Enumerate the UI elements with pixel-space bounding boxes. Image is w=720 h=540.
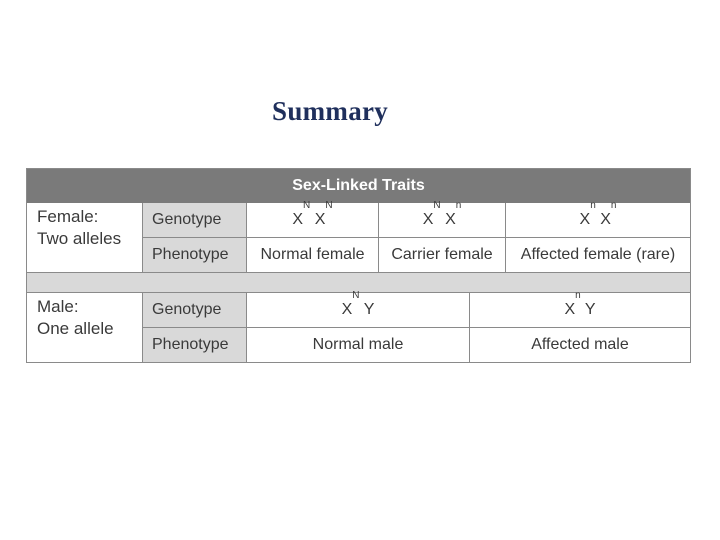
genotype-chromosome: X xyxy=(600,211,611,228)
female-genotype-cell xyxy=(505,200,690,237)
genotype-allele: N xyxy=(433,200,441,211)
genotype-chromosome: X xyxy=(292,211,304,228)
male-genotype-row xyxy=(143,290,690,327)
genotype-allele: N xyxy=(325,200,333,211)
male-phenotype-cell: Normal male xyxy=(247,328,469,362)
sex-linked-traits-table xyxy=(26,168,691,363)
genotype-allele: n xyxy=(575,290,581,301)
male-phenotype-label: Phenotype xyxy=(143,328,247,362)
female-phenotype-row xyxy=(143,237,690,272)
genotype-chromosome: Y xyxy=(363,301,375,318)
genotype-allele: n xyxy=(610,200,617,211)
female-label xyxy=(27,203,143,272)
male-label-line1: Male: xyxy=(37,297,79,316)
genotype-allele: n xyxy=(455,200,462,211)
male-phenotype-cell: Affected male xyxy=(469,328,690,362)
male-phenotype-row xyxy=(143,327,690,362)
genotype-chromosome: X xyxy=(422,211,434,228)
genotype-chromosome: Y xyxy=(584,301,596,318)
male-label xyxy=(27,293,143,362)
female-label-line2: Two alleles xyxy=(37,229,122,248)
female-genotype-cell xyxy=(378,200,505,237)
genotype-allele: N xyxy=(303,200,311,211)
male-genotype-cell xyxy=(469,290,690,327)
table-header: Sex-Linked Traits xyxy=(27,169,690,203)
female-phenotype-cell: Affected female (rare) xyxy=(505,238,690,272)
female-genotype-row xyxy=(143,200,690,237)
male-block xyxy=(27,290,690,362)
genotype-allele: n xyxy=(590,200,596,211)
female-block xyxy=(27,200,690,272)
female-label-line1: Female: xyxy=(37,207,99,226)
genotype-allele: N xyxy=(352,290,360,301)
male-genotype-cell xyxy=(247,290,469,327)
female-genotype-label: Genotype xyxy=(143,203,247,237)
male-genotype-label: Genotype xyxy=(143,293,247,327)
female-genotype-cell xyxy=(247,200,378,237)
male-label-line2: One allele xyxy=(37,319,114,338)
slide-title: Summary xyxy=(272,96,389,126)
genotype-chromosome: X xyxy=(341,301,353,318)
genotype-chromosome: X xyxy=(579,211,591,228)
genotype-chromosome: X xyxy=(445,211,456,228)
genotype-chromosome: X xyxy=(564,301,576,318)
genotype-chromosome: X xyxy=(314,211,326,228)
female-phenotype-cell: Carrier female xyxy=(378,238,505,272)
female-phenotype-label: Phenotype xyxy=(143,238,247,272)
female-phenotype-cell: Normal female xyxy=(247,238,378,272)
